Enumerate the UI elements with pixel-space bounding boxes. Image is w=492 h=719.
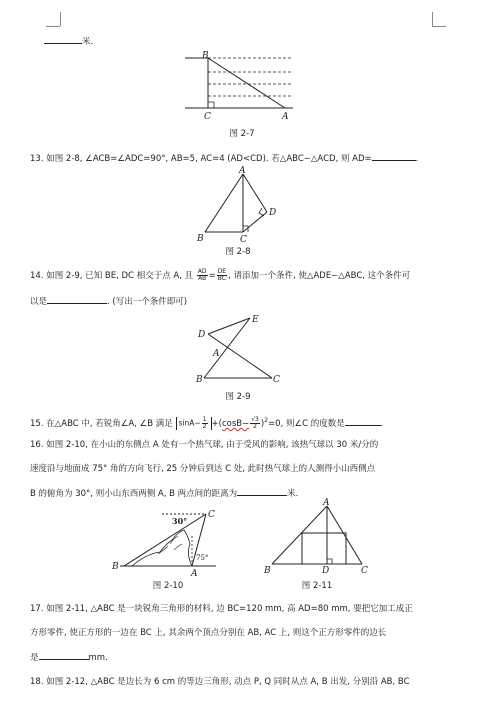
question-16-line2: 速度沿与地面成 75° 角的方向飞行, 25 分钟后到达 C 处, 此时热气球上的人测得小山西侧点	[30, 464, 376, 474]
question-17-line2: 方形零件, 使正方形的一边在 BC 上, 其余两个顶点分别在 AB, AC 上, 则这个正方形零件的边长	[30, 628, 387, 638]
crop-mark-top-left-v	[60, 12, 61, 26]
fig28-label-b: B	[197, 234, 204, 244]
fig29-label-a: A	[213, 349, 220, 359]
fig210-label-b: B	[112, 562, 119, 572]
q15-abs-expression: sinA− $\frac{1}{2}$	[176, 417, 212, 430]
fig211-label-d: D	[322, 566, 330, 576]
fig27-label-b: B	[202, 51, 209, 61]
q15-fraction-1: $\frac{1}{2}$	[202, 415, 207, 430]
figure-2-10-caption: 图 2-10	[152, 581, 184, 591]
question-15: 15. 在△ABC 中, 若锐角∠A, ∠B 满足 sinA− $\frac{1}{2}$ +(cosB− $\frac{√3}{2}$ )$^2$=0, 则∠C 的度数是 .	[30, 415, 384, 430]
fig28-label-d: D	[269, 208, 277, 218]
figure-2-8-caption: 图 2-8	[225, 247, 251, 257]
q15-fraction-2: $\frac{√3}{2}$	[251, 415, 259, 430]
question-14-line2: 以是 . (写出一个条件即可)	[30, 294, 470, 308]
figure-2-9	[196, 312, 286, 384]
question-17-line1: 17. 如图 2-11, △ABC 是一块锐角三角形的材料, 边 BC=120 mm, 高 AD=80 mm, 要把它加工成正	[30, 604, 413, 614]
fig210-angle-bottom: 75°	[196, 554, 209, 562]
answer-blank[interactable]	[44, 34, 82, 44]
q14-fraction-1: $\frac{AD}{AB}$	[197, 268, 207, 282]
fig29-label-e: E	[252, 315, 259, 325]
fig29-label-d: D	[198, 330, 206, 340]
fig27-label-a: A	[282, 112, 289, 122]
q15-answer-blank[interactable]	[345, 416, 381, 426]
question-18-line1: 18. 如图 2-12, △ABC 是边长为 6 cm 的等边三角形, 动点 P, Q 同时从点 A, B 出发, 分别沿 AB, BC	[30, 677, 410, 687]
crop-mark-top-right-v	[432, 12, 433, 26]
fig29-label-c: C	[273, 375, 280, 384]
fig210-label-c: C	[208, 510, 215, 520]
fig210-angle-top: 30°	[172, 516, 188, 526]
figure-2-11	[262, 496, 372, 576]
q14-answer-blank[interactable]	[47, 294, 107, 304]
fig29-label-b: B	[196, 375, 203, 384]
figure-2-7-caption: 图 2-7	[229, 129, 255, 139]
figure-2-10	[112, 506, 222, 578]
figure-2-9-caption: 图 2-9	[225, 392, 251, 402]
fig211-label-c: C	[361, 566, 368, 576]
q16-answer-blank[interactable]	[237, 486, 287, 496]
question-17-line3: 是 mm.	[30, 650, 470, 664]
crop-mark-top-right-h	[432, 26, 446, 27]
figure-2-7	[185, 50, 300, 122]
question-13: 13. 如图 2-8, ∠ACB=∠ADC=90°, AB=5, AC=4 (AD<CD). 若△ABC∽△ACD, 则 AD= .	[30, 151, 470, 165]
question-16-line3: B 的俯角为 30°, 则小山东西两侧 A, B 两点间的距离为 米.	[30, 486, 470, 500]
figure-2-8	[195, 166, 285, 244]
fig211-label-b: B	[264, 566, 271, 576]
fig28-label-a: A	[239, 166, 246, 176]
fig211-label-a: A	[323, 498, 330, 508]
fig28-label-c: C	[240, 235, 247, 244]
q13-answer-blank[interactable]	[372, 151, 416, 161]
question-14-line1: 14. 如图 2-9, 已知 BE, DC 相交于点 A, 且 $\frac{AD}{AB}$ = $\frac{DE}{BC}$ , 请添加一个条件, 使△ADE∽△ABC, 这个条件可	[30, 268, 411, 282]
q14-fraction-2: $\frac{DE}{BC}$	[217, 268, 227, 282]
fig210-label-a: A	[191, 569, 198, 578]
question-16-line1: 16. 如图 2-10, 在小山的东侧点 A 处有一个热气球, 由于受风的影响, 该热气球以 30 米/分的	[30, 440, 379, 450]
figure-2-11-caption: 图 2-11	[301, 581, 333, 591]
top-answer-line: 米.	[44, 34, 484, 48]
crop-mark-top-left-h	[46, 26, 60, 27]
fig27-label-c: C	[204, 112, 211, 122]
q17-answer-blank[interactable]	[39, 650, 89, 660]
